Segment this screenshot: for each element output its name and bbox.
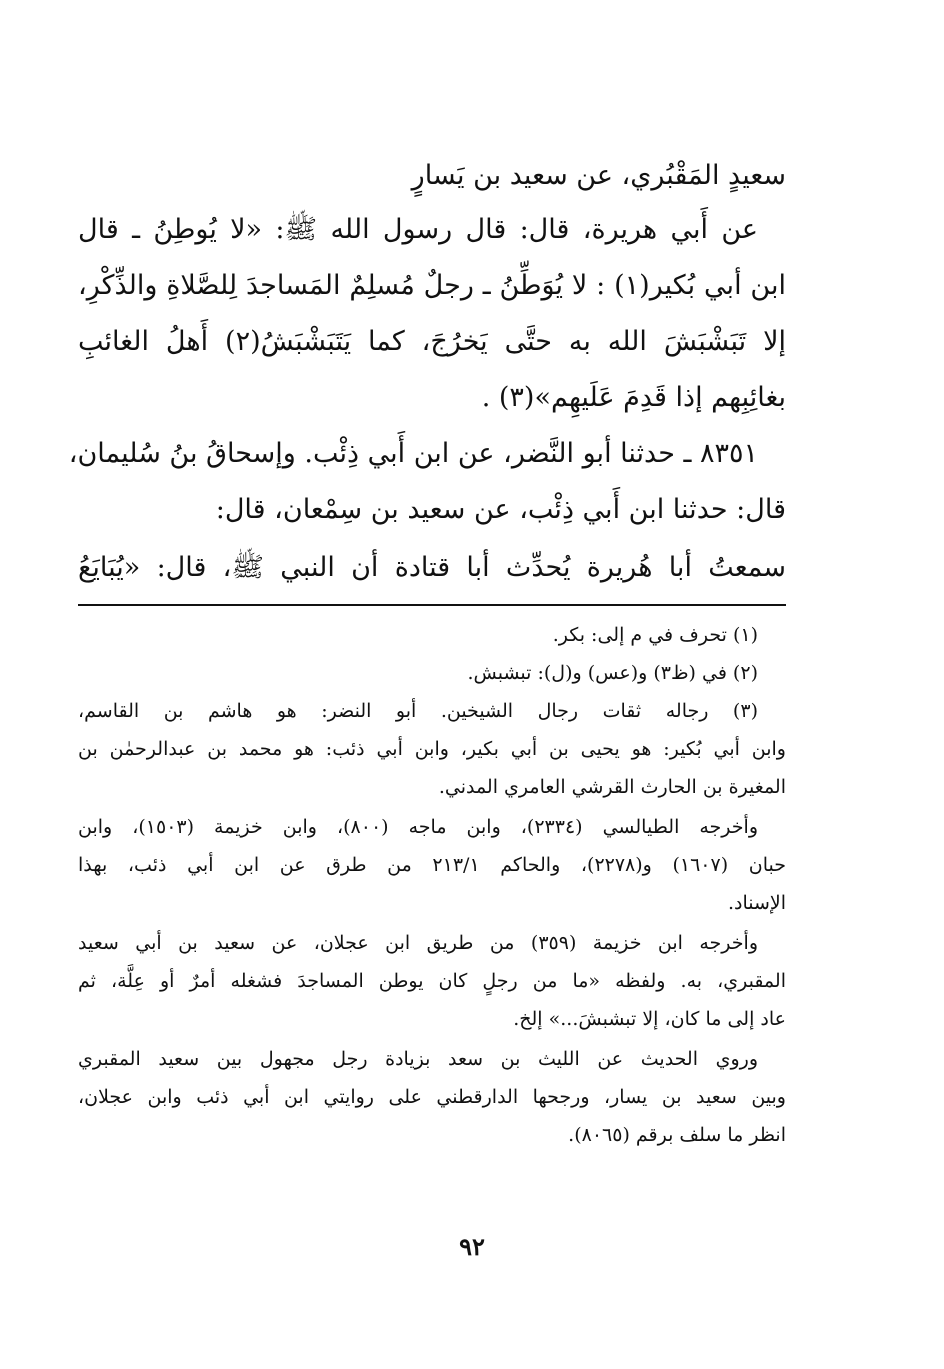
footnote-3-line-1: (٣) رجاله ثقات رجال الشيخين. أبو النضر: هو هاشم بن القاسم، (78, 700, 758, 722)
footnote-2: (٢) في (ظ٣) و(عس) و(ل): تبشبش. (467, 662, 758, 684)
footnote-3-line-11: وبين سعيد بن يسار، ورجحها الدارقطني على روايتي ابن أبي ذئب وابن عجلان، (78, 1086, 786, 1108)
main-line-4: إلا تَبَشْبَشَ الله به حتَّى يَخرُجَ، كما يَتَبَشْبَشُ(٢) أَهلُ الغائبِ (78, 326, 786, 357)
footnote-3-line-3: المغيرة بن الحارث القرشي العامري المدني. (438, 776, 786, 798)
main-line-5: بغائِبِهم إذا قَدِمَ عَلَيهِم»(٣) . (481, 382, 786, 413)
footnote-1: (١) تحرف في م إلى: بكر. (552, 624, 758, 646)
hadith-8351-line-1: ٨٣٥١ ـ حدثنا أبو النَّضر، عن ابن أَبي ذِئْب. وإسحاقُ بنُ سُليمان، (68, 438, 758, 469)
footnotes (78, 616, 786, 1154)
main-text (68, 150, 787, 598)
hadith-8351-line-2: قال: حدثنا ابن أَبي ذِئْب، عن سعيد بن سِمْعان، قال: (215, 494, 786, 525)
page-number: ٩٢ (459, 1232, 485, 1261)
main-line-2: عن أَبي هريرة، قال: قال رسول الله ﷺ: «لا يُوطِنُ ـ قال (78, 214, 758, 245)
hadith-8351-line-3: سمعتُ أبا هُريرة يُحدِّث أبا قتادة أن النبي ﷺ، قال: «يُبَايَعُ (78, 552, 786, 583)
main-line-1: سعيدٍ المَقْبُري، عن سعيد بن يَسارٍ (411, 160, 786, 191)
footnote-divider (78, 604, 786, 606)
main-line-3: ابن أبي بُكير(١) : لا يُوَطِّنُ ـ رجلٌ مُسلِمٌ المَساجدَ لِلصَّلاةِ والذِّكْرِ، (78, 270, 787, 301)
footnote-3-line-6: الإسناد. (727, 892, 786, 914)
footnote-3-line-8: المقبري، به. ولفظه «ما من رجلٍ كان يوطن المساجدَ فشغله أمرٌ أو عِلَّة، ثم (78, 970, 786, 992)
footnote-3-line-9: عاد إلى ما كان، إلا تبشبشَ...» إلخ. (513, 1008, 786, 1030)
footnote-3-line-7: وأخرجه ابن خزيمة (٣٥٩) من طريق ابن عجلان، عن سعيد بن أبي سعيد (78, 932, 758, 954)
footnote-3-line-12: انظر ما سلف برقم (٨٠٦٥). (568, 1124, 786, 1146)
footnote-3-line-2: وابن أبي بُكير: هو يحيى بن أبي بكير، وابن أبي ذئب: هو محمد بن عبدالرحمٰن بن (78, 738, 786, 760)
footnote-3-line-5: حبان (١٦٠٧) و(٢٢٧٨)، والحاكم ٢١٣/١ من طرق عن ابن أبي ذئب، بهذا (78, 854, 786, 876)
footnote-3-line-10: وروي الحديث عن الليث بن سعد بزيادة رجل مجهول بين سعيد المقبري (78, 1048, 758, 1070)
footnote-3-line-4: وأخرجه الطيالسي (٢٣٣٤)، وابن ماجه (٨٠٠)، وابن خزيمة (١٥٠٣)، وابن (78, 816, 758, 838)
